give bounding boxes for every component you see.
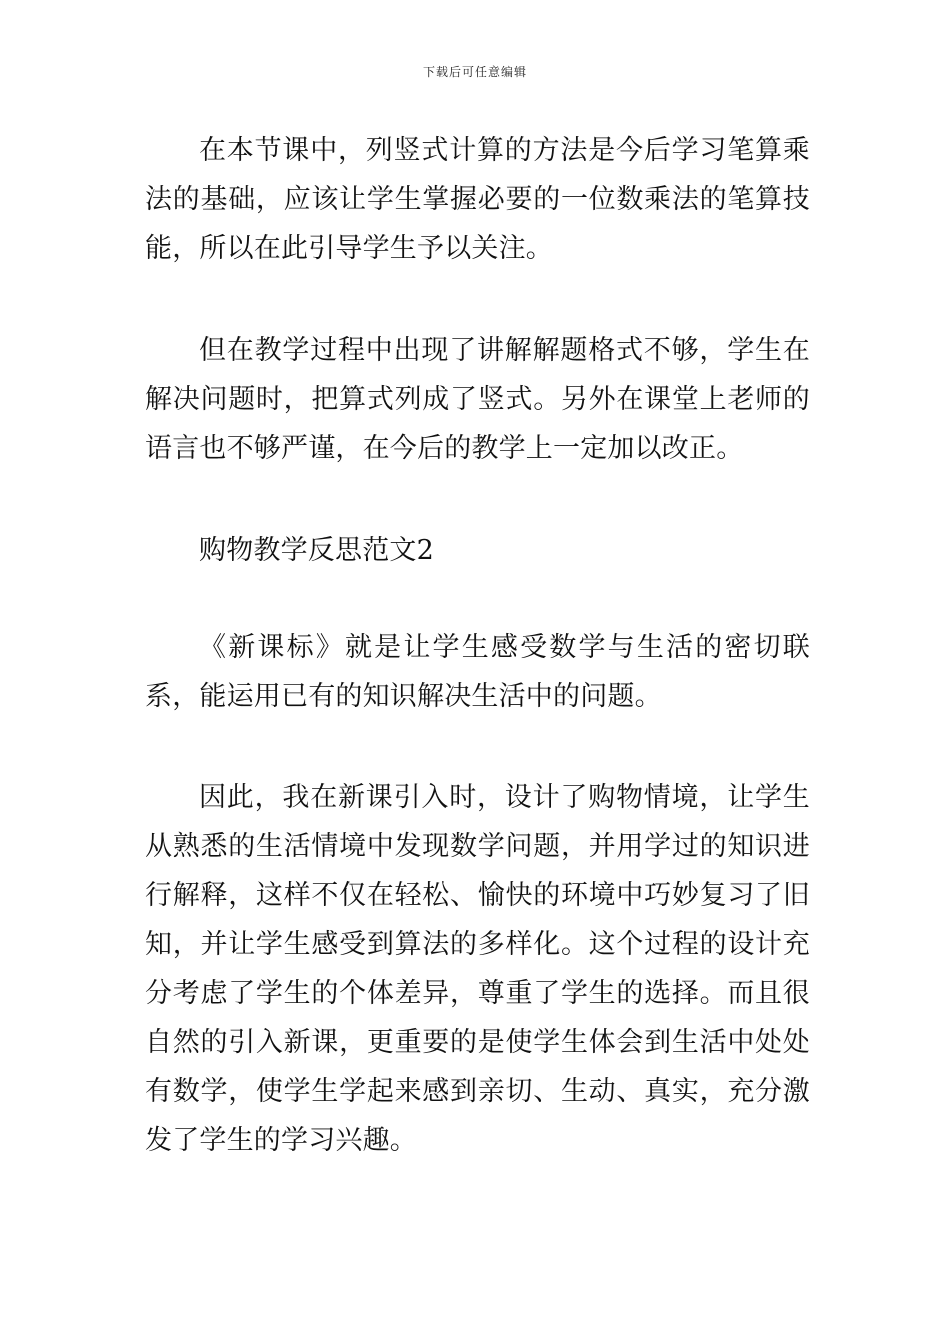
section-title: 购物教学反思范文2: [199, 535, 434, 566]
paragraph-shopping-scenario: 因此，我在新课引入时，设计了购物情境，让学生从熟悉的生活情境中发现数学问题，并用学过的知识进行解释，这样不仅在轻松、愉快的环境中巧妙复习了旧知，并让学生感受到算法的多样化。这个过程的设计充分考虑了学生的个体差异，尊重了学生的选择。而且很自然的引入新课，更重要的是使学生体会到生活中处处有数学，使学生学起来感到亲切、生动、真实，充分激发了学生的学习兴趣。: [145, 782, 810, 1156]
page-header: 下载后可任意编辑: [422, 65, 527, 79]
paragraph-vertical-calculation: 在本节课中，列竖式计算的方法是今后学习笔算乘法的基础，应该让学生掌握必要的一位数乘法的笔算技能，所以在此引导学生予以关注。: [145, 135, 810, 264]
paragraph-teaching-issues: 但在教学过程中出现了讲解解题格式不够，学生在解决问题时，把算式列成了竖式。另外在课堂上老师的语言也不够严谨，在今后的教学上一定加以改正。: [145, 335, 810, 464]
paragraph-new-curriculum: 《新课标》就是让学生感受数学与生活的密切联系，能运用已有的知识解决生活中的问题。: [145, 632, 810, 712]
